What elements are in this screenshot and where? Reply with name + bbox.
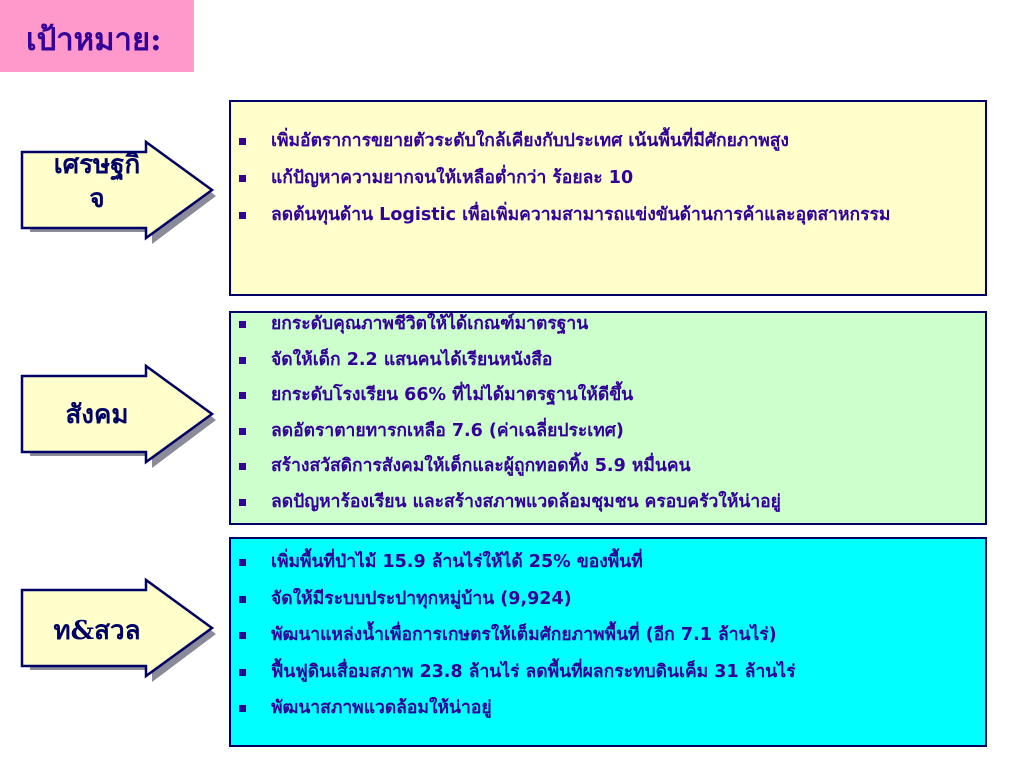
title-box [0, 0, 194, 72]
bullet-square-icon [239, 705, 246, 712]
page-title: เป้าหมาย: [26, 22, 162, 58]
economy-arrow [22, 142, 216, 246]
list-item: พัฒนาสภาพแวดล้อมให้น่าอยู่ [231, 697, 985, 720]
social-list [231, 313, 985, 514]
list-item: จัดให้เด็ก 2.2 แสนคนได้เรียนหนังสือ [231, 349, 985, 372]
list-item: ยกระดับคุณภาพชีวิตให้ได้เกณฑ์มาตรฐาน [231, 313, 985, 336]
list-item: เพิ่มพื้นที่ป่าไม้ 15.9 ล้านไร่ให้ได้ 25% ของพื้นที่ [231, 551, 985, 574]
bullet-square-icon [239, 632, 246, 639]
list-item: พัฒนาแหล่งน้ำเพื่อการเกษตรให้เต็มศักยภาพพื้นที่ (อีก 7.1 ล้านไร่) [231, 624, 985, 647]
economy-panel [229, 100, 987, 296]
list-item: แก้ปัญหาความยากจนให้เหลือต่ำกว่า ร้อยละ 10 [231, 167, 985, 190]
social-panel [229, 311, 987, 525]
list-item: ยกระดับโรงเรียน 66% ที่ไม่ได้มาตรฐานให้ดีขึ้น [231, 384, 985, 407]
environment-list [231, 539, 985, 720]
economy-label-line2: จ [89, 184, 105, 214]
list-item: ลดอัตราตายทารกเหลือ 7.6 (ค่าเฉลี่ยประเทศ) [231, 420, 985, 443]
list-item: จัดให้มีระบบประปาทุกหมู่บ้าน (9,924) [231, 588, 985, 611]
list-item: ลดปัญหาร้องเรียน และสร้างสภาพแวดล้อมชุมชน ครอบครัวให้น่าอยู่ [231, 491, 985, 514]
bullet-square-icon [239, 669, 246, 676]
bullet-square-icon [239, 499, 246, 506]
social-label: สังคม [65, 400, 129, 430]
environment-label: ท&สวล [53, 616, 141, 646]
list-item: ลดต้นทุนด้าน Logistic เพื่อเพิ่มความสามารถแข่งขันด้านการค้าและอุตสาหกรรม [231, 204, 951, 227]
environment-panel [229, 537, 987, 747]
bullet-square-icon [239, 392, 246, 399]
social-arrow [22, 366, 216, 470]
bullet-square-icon [239, 428, 246, 435]
list-item: เพิ่มอัตราการขยายตัวระดับใกล้เคียงกับประเทศ เน้นพื้นที่มีศักยภาพสูง [231, 130, 985, 153]
economy-list [231, 102, 985, 227]
list-item: ฟื้นฟูดินเสื่อมสภาพ 23.8 ล้านไร่ ลดพื้นที่ผลกระทบดินเค็ม 31 ล้านไร่ [231, 661, 985, 684]
bullet-square-icon [239, 463, 246, 470]
economy-label-line1: เศรษฐกิ [53, 150, 141, 180]
bullet-square-icon [239, 321, 246, 328]
bullet-square-icon [239, 138, 246, 145]
list-item: สร้างสวัสดิการสังคมให้เด็กและผู้ถูกทอดทิ้ง 5.9 หมื่นคน [231, 455, 985, 478]
bullet-square-icon [239, 357, 246, 364]
bullet-square-icon [239, 175, 246, 182]
environment-arrow [22, 580, 216, 684]
bullet-square-icon [239, 559, 246, 566]
bullet-square-icon [239, 596, 246, 603]
bullet-square-icon [239, 212, 246, 219]
